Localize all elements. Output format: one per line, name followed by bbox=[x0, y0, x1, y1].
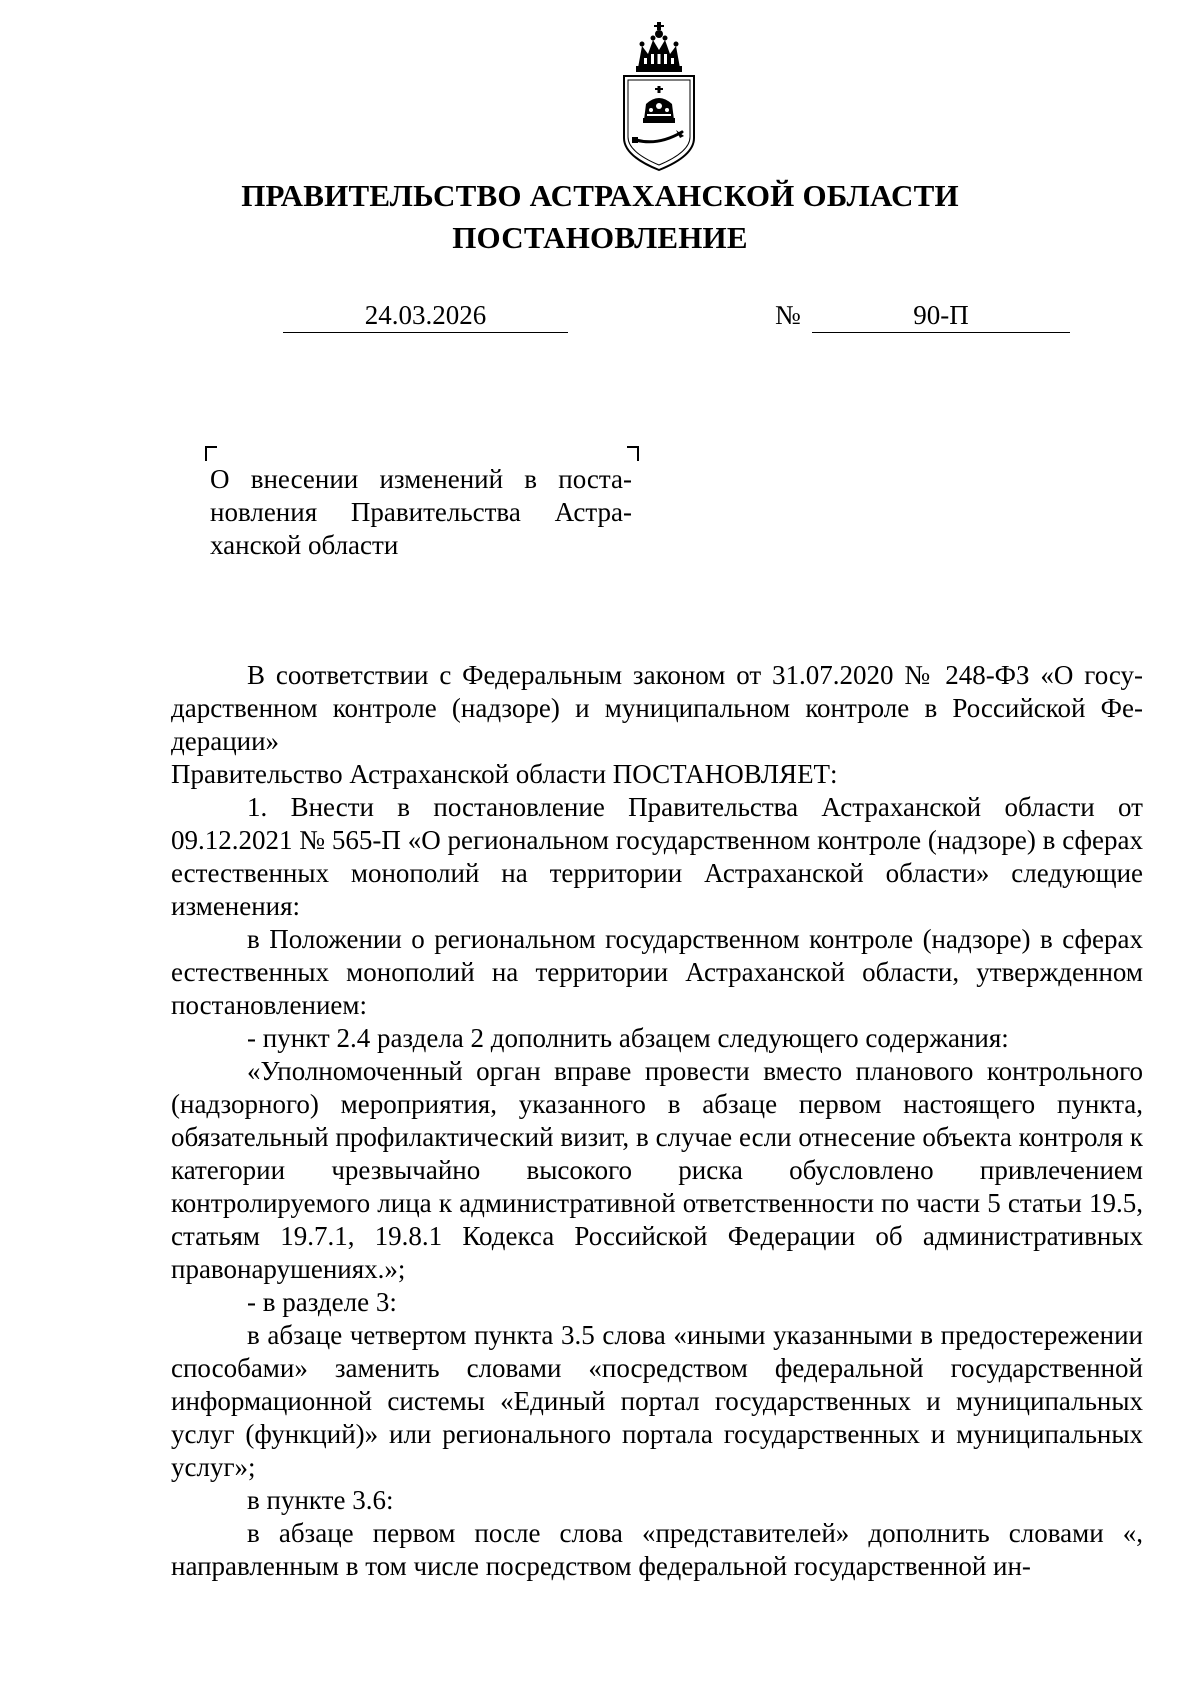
resolution-statement: Правительство Астраханской области ПОСТАНОВЛЯЕТ: bbox=[171, 759, 838, 789]
regulation-paragraph: в Положении о региональном государственном контроле (надзоре) в сферах естественных монополий на территории Астраханской области, утвержденном постановлением: bbox=[171, 924, 1143, 1020]
document-type-title: ПОСТАНОВЛЕНИЕ bbox=[452, 220, 748, 255]
government-title: ПРАВИТЕЛЬСТВО АСТРАХАНСКОЙ ОБЛАСТИ bbox=[241, 178, 959, 213]
amendment-item-2-4: - пункт 2.4 раздела 2 дополнить абзацем следующего содержания: bbox=[247, 1023, 1009, 1053]
section-3-item: - в разделе 3: bbox=[247, 1287, 397, 1317]
document-number: 90-П bbox=[812, 298, 1070, 333]
item-3-6-heading: в пункте 3.6: bbox=[247, 1485, 394, 1515]
preamble-paragraph: В соответствии с Федеральным законом от 31.07.2020 № 248-ФЗ «О государственном контроле (надзоре) и муниципальном контроле в Российской Федерации» bbox=[171, 660, 1143, 756]
item-3-5-paragraph: в абзаце четвертом пункта 3.5 слова «иными указанными в предостережении способами» заменить словами «посредством федеральной государственной информационной системы «Единый портал государственных и муниципальных услуг (функций)» или регионального портала государственных и муниципальных услуг»; bbox=[171, 1320, 1143, 1482]
document-date: 24.03.2026 bbox=[283, 298, 568, 333]
number-sign: № bbox=[775, 300, 801, 330]
coat-of-arms-icon bbox=[618, 20, 700, 172]
subject-corner-right bbox=[627, 446, 639, 461]
amendment-quote-paragraph: «Уполномоченный орган вправе провести вместо планового контрольного (надзорного) мероприятия, указанного в абзаце первом настоящего пункта, обязательный профилактический визит, в случае если отнесение объекта контроля к категории чрезвычайно высокого риска обусловлено привлечением контролируемого лица к административной ответственности по части 5 статьи 19.5, статьям 19.7.1, 19.8.1 Кодекса Российской Федерации об административных правонарушениях.»; bbox=[171, 1056, 1143, 1284]
document-subject: О внесении изменений в постановления Правительства Астраханской области bbox=[210, 464, 632, 560]
subject-corner-left bbox=[205, 446, 217, 461]
document-body bbox=[171, 659, 1143, 1583]
item-3-6-paragraph: в абзаце первом после слова «представителей» дополнить словами «, направленным в том числе посредством федеральной государственной ин- bbox=[171, 1518, 1143, 1581]
clause-1-paragraph: 1. Внести в постановление Правительства Астраханской области от 09.12.2021 № 565-П «О региональном государственном контроле (надзоре) в сферах естественных монополий на территории Астраханской области» следующие изменения: bbox=[171, 792, 1143, 921]
